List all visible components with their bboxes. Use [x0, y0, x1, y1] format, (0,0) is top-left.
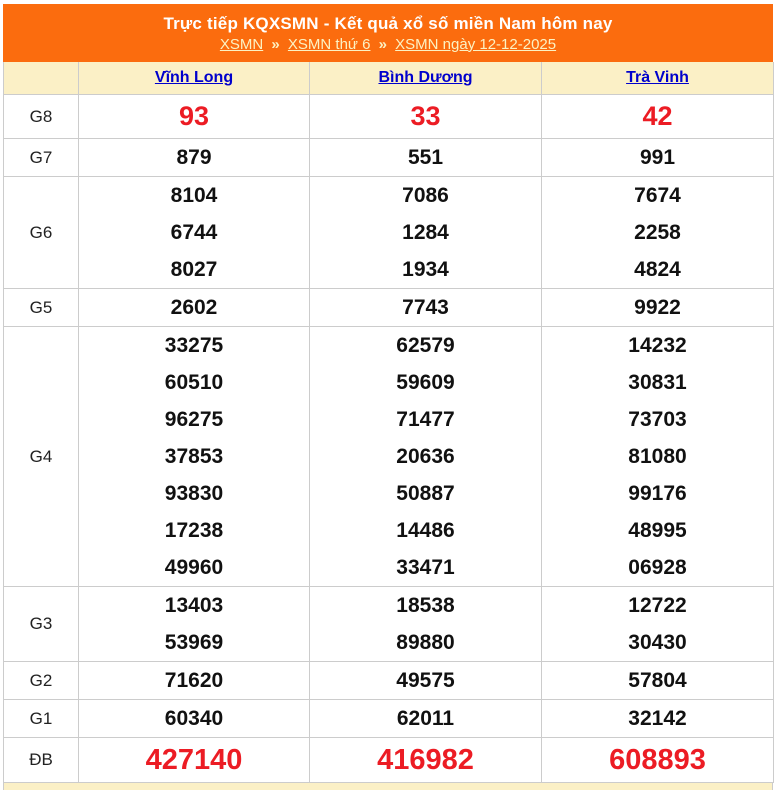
result-number: 99176: [628, 482, 687, 505]
result-number: 416982: [377, 744, 474, 776]
result-number: 2258: [634, 221, 681, 244]
result-cell: [542, 327, 774, 587]
result-number: 7674: [634, 184, 681, 207]
breadcrumb-separator: »: [378, 35, 387, 53]
result-number: 4824: [634, 258, 681, 281]
prize-label: G4: [4, 327, 79, 587]
result-cell: [79, 139, 310, 177]
prize-label: G5: [4, 289, 79, 327]
result-cell: [79, 289, 310, 327]
province-link-binh-duong[interactable]: Bình Dương: [378, 69, 473, 86]
result-number: 7743: [402, 296, 449, 319]
result-cell: [310, 587, 542, 662]
result-cell: [79, 177, 310, 289]
result-number: 93830: [164, 482, 224, 505]
result-number: 48995: [628, 519, 687, 542]
result-number: 06928: [628, 556, 687, 579]
result-number: 81080: [628, 445, 687, 468]
result-number: 8027: [170, 258, 218, 281]
result-number: 13403: [164, 594, 224, 617]
prize-column-header: [4, 62, 79, 95]
result-number: 14486: [396, 519, 455, 542]
result-number: 60510: [164, 371, 224, 394]
result-number: 42: [642, 101, 673, 131]
result-number: 33471: [396, 556, 455, 579]
result-number: 30430: [628, 631, 687, 654]
result-number: 57804: [628, 669, 687, 692]
result-number: 12722: [628, 594, 687, 617]
prize-label: G8: [4, 95, 79, 139]
result-number: 608893: [609, 744, 706, 776]
result-cell: [310, 662, 542, 700]
result-number: 49575: [396, 669, 455, 692]
result-number: 879: [176, 146, 212, 169]
result-number: 59609: [396, 371, 455, 394]
result-number: 93: [178, 101, 210, 131]
result-cell: [542, 139, 774, 177]
result-cell: [542, 289, 774, 327]
result-number: 33275: [164, 334, 224, 357]
result-number: 62579: [396, 334, 455, 357]
breadcrumb-link-xsmn-date[interactable]: XSMN ngày 12-12-2025: [395, 35, 557, 53]
result-number: 89880: [396, 631, 455, 654]
prize-row-g7: [4, 139, 774, 177]
bottom-strip: [3, 783, 773, 790]
result-number: 18538: [396, 594, 455, 617]
result-number: 37853: [164, 445, 224, 468]
prize-label: ĐB: [4, 738, 79, 783]
result-number: 1284: [402, 221, 449, 244]
result-cell: [310, 139, 542, 177]
prize-row-g3: [4, 587, 774, 662]
result-number: 7086: [402, 184, 449, 207]
result-number: 17238: [164, 519, 224, 542]
result-number: 1934: [402, 258, 449, 281]
result-number: 14232: [628, 334, 687, 357]
result-number: 71620: [164, 669, 224, 692]
result-cell: [542, 95, 774, 139]
prize-row-g5: [4, 289, 774, 327]
prize-row-db: [4, 738, 774, 783]
prize-label: G6: [4, 177, 79, 289]
results-header: [3, 4, 773, 62]
result-cell: [310, 289, 542, 327]
result-number: 427140: [145, 744, 243, 776]
result-number: 62011: [396, 707, 455, 730]
province-header-row: [4, 62, 774, 95]
result-cell: [79, 327, 310, 587]
result-cell: [310, 700, 542, 738]
prize-label: G1: [4, 700, 79, 738]
result-cell: [79, 95, 310, 139]
result-number: 96275: [164, 408, 224, 431]
result-cell: [310, 327, 542, 587]
result-number: 8104: [170, 184, 218, 207]
prize-row-g2: [4, 662, 774, 700]
result-number: 30831: [628, 371, 687, 394]
breadcrumb-link-xsmn[interactable]: XSMN: [219, 35, 264, 53]
province-link-vinh-long[interactable]: Vĩnh Long: [154, 69, 234, 86]
result-number: 551: [407, 146, 444, 169]
result-cell: [542, 700, 774, 738]
prize-label: G3: [4, 587, 79, 662]
result-number: 9922: [634, 296, 681, 319]
result-number: 49960: [164, 556, 224, 579]
result-cell: [79, 662, 310, 700]
result-number: 991: [639, 146, 676, 169]
prize-label: G7: [4, 139, 79, 177]
result-cell: [79, 700, 310, 738]
province-header-cell: [310, 62, 542, 95]
result-cell: [542, 177, 774, 289]
result-cell: [79, 587, 310, 662]
result-number: 60340: [164, 707, 224, 730]
result-number: 6744: [170, 221, 218, 244]
result-cell: [542, 662, 774, 700]
result-cell: [79, 738, 310, 783]
province-link-tra-vinh[interactable]: Trà Vinh: [626, 69, 689, 86]
result-number: 32142: [628, 707, 687, 730]
result-number: 73703: [628, 408, 687, 431]
province-header-cell: [542, 62, 774, 95]
result-cell: [310, 177, 542, 289]
prize-row-g8: [4, 95, 774, 139]
result-cell: [542, 587, 774, 662]
breadcrumb-separator: »: [271, 35, 280, 53]
results-table: [3, 62, 774, 783]
result-number: 53969: [164, 631, 224, 654]
result-cell: [542, 738, 774, 783]
prize-row-g6: [4, 177, 774, 289]
prize-row-g1: [4, 700, 774, 738]
prize-label: G2: [4, 662, 79, 700]
page-title: Trực tiếp KQXSMN - Kết quả xổ số miền Nam hôm nay: [163, 13, 613, 33]
result-number: 2602: [170, 296, 218, 319]
result-number: 20636: [396, 445, 455, 468]
breadcrumb-link-xsmn-thu-6[interactable]: XSMN thứ 6: [287, 35, 371, 53]
prize-row-g4: [4, 327, 774, 587]
result-cell: [310, 738, 542, 783]
breadcrumb: [220, 36, 556, 53]
province-header-cell: [79, 62, 310, 95]
result-number: 50887: [396, 482, 455, 505]
result-cell: [310, 95, 542, 139]
result-number: 33: [410, 101, 441, 131]
result-number: 71477: [396, 408, 455, 431]
